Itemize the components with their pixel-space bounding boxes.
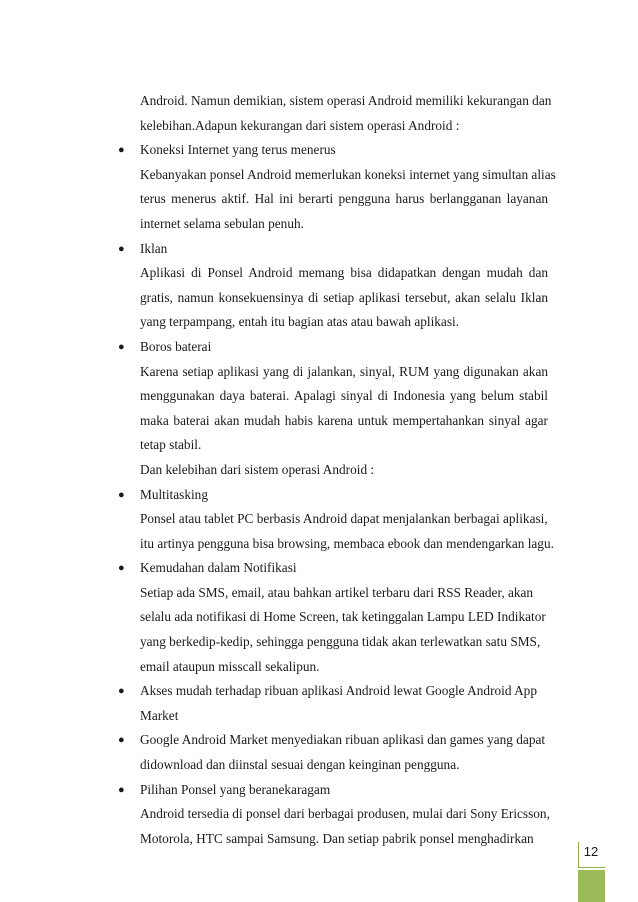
paragraph-line: kelebihan.Adapun kekurangan dari sistem operasi Android : [140,117,460,133]
bullet-item [114,483,548,508]
paragraph-line: Aplikasi di Ponsel Android memang bisa didapatkan dengan mudah dan [140,265,548,281]
bullet-item [114,778,548,803]
paragraph-line: Karena setiap aplikasi yang di jalankan, sinyal, RUM yang digunakan akan [140,363,548,379]
bullet-item-text: Boros baterai [140,338,212,354]
paragraph-line: didownload dan diinstal sesuai dengan keinginan pengguna. [140,757,460,773]
bullet-item [114,728,548,753]
bullet-icon: ● [118,340,125,353]
paragraph-line: email ataupun misscall sekalipun. [140,658,320,674]
paragraph-line: internet selama sebulan penuh. [140,215,304,231]
footer-accent-bar [578,870,605,902]
paragraph-line: Ponsel atau tablet PC berbasis Android dapat menjalankan berbagai aplikasi, [140,511,548,527]
bullet-item-text: Multitasking [140,486,208,502]
bullet-item [114,237,548,262]
paragraph-line: maka baterai akan mudah habis karena untuk mempertahankan sinyal agar [140,412,548,428]
bullet-icon: ● [118,144,125,157]
bullet-item-text: Koneksi Internet yang terus menerus [140,142,336,158]
paragraph-line: Android. Namun demikian, sistem operasi Android memiliki kekurangan dan [140,93,552,108]
paragraph-line: menggunakan daya baterai. Apalagi sinyal di Indonesia yang belum stabil [140,388,548,404]
bullet-icon: ● [118,488,125,501]
paragraph-line: Kebanyakan ponsel Android memerlukan koneksi internet yang simultan alias [140,166,556,182]
bullet-icon: ● [118,734,125,747]
bullet-item-text: Pilihan Ponsel yang beranekaragam [140,781,331,797]
bullet-icon: ● [118,562,125,575]
bullet-item [114,556,548,581]
paragraph-line: selalu ada notifikasi di Home Screen, tak ketinggalan Lampu LED Indikator [140,609,546,625]
paragraph-line: yang terpampang, entah itu bagian atas atau bawah aplikasi. [140,314,460,330]
bullet-item [114,679,548,704]
bullet-item-text: Google Android Market menyediakan ribuan aplikasi dan games yang dapat [140,732,546,748]
bullet-icon: ● [118,242,125,255]
paragraph-line: Android tersedia di ponsel dari berbagai produsen, mulai dari Sony Ericsson, [140,806,550,822]
bullet-icon: ● [118,783,125,796]
page-number: 12 [583,844,599,859]
paragraph-line: Setiap ada SMS, email, atau bahkan artikel terbaru dari RSS Reader, akan [140,584,534,600]
paragraph-line: terus menerus aktif. Hal ini berarti pengguna harus berlangganan layanan [140,191,548,207]
bullet-item [114,335,548,360]
bullet-item-text: Kemudahan dalam Notifikasi [140,560,297,576]
bullet-item-text: Akses mudah terhadap ribuan aplikasi Android lewat Google Android App [140,683,537,699]
paragraph-line: yang berkedip-kedip, sehingga pengguna tidak akan terlewatkan satu SMS, [140,634,541,650]
paragraph-line: itu artinya pengguna bisa browsing, membaca ebook dan mendengarkan lagu. [140,535,554,551]
paragraph-line: tetap stabil. [140,437,202,453]
paragraph-line: gratis, namun konsekuensinya di setiap aplikasi tersebut, akan selalu Iklan [140,289,548,305]
paragraph-line: Dan kelebihan dari sistem operasi Android : [140,461,375,477]
bullet-item [114,138,548,163]
bullet-icon: ● [118,685,125,698]
page-body [114,89,556,851]
paragraph-line: Market [140,707,179,723]
paragraph-line: Motorola, HTC sampai Samsung. Dan setiap pabrik ponsel menghadirkan [140,830,534,846]
bullet-item-text: Iklan [140,240,168,256]
